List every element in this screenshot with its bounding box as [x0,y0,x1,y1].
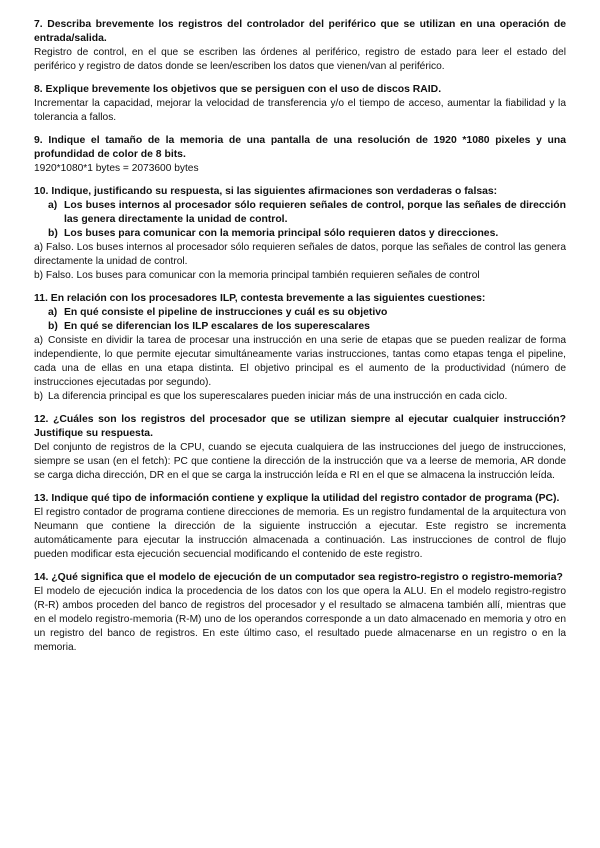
question-10 [34,185,566,283]
statement-text: Los buses para comunicar con la memoria principal sólo requieren datos y direcciones. [64,228,499,239]
answer-a [34,334,566,390]
question-title: 9. Indique el tamaño de la memoria de una pantalla de una resolución de 1920 *1080 pixeles y una profundidad de color de 8 bits. [34,135,566,160]
answer-b [34,390,566,404]
question-title: 11. En relación con los procesadores ILP, contesta brevemente a las siguientes cuestiones: [34,293,486,304]
question-11 [34,292,566,404]
question-title: 14. ¿Qué significa que el modelo de ejecución de un computador sea registro-registro o registro-memoria? [34,572,563,583]
question-answer: Incrementar la capacidad, mejorar la velocidad de transferencia y/o el tiempo de acceso, aumentar la fiabilidad y la tolerancia a fallos. [34,98,566,123]
statement-label: a) [48,307,58,318]
question-answer: Registro de control, en el que se escriben las órdenes al periférico, registro de estado para leer el estado del periférico y registro de datos donde se leen/escriben los datos que vienen/van al periférico. [34,47,566,72]
question-13 [34,492,566,562]
statement-text: Los buses internos al procesador sólo requieren señales de control, porque las señales de dirección las genera directamente la unidad de control. [64,200,566,225]
question-answer: El registro contador de programa contiene direcciones de memoria. Es un registro fundamental de la arquitectura von Neumann que contiene la dirección de la siguiente instrucción a ejecutar. Este registro se incrementa automáticamente para ejecutar la instrucción almacenada a continuación. Las instrucciones de control de flujo pueden modificar esta ejecución secuencial modificando el contenido de este registro. [34,507,566,560]
answer-label: b) [34,391,44,402]
statement-b [34,227,566,241]
statement-b [34,320,566,334]
answer-text: Consiste en dividir la tarea de procesar una instrucción en una serie de etapas que se pueden realizar de forma independiente, lo que permite ejecutar simultáneamente varias instrucciones, tantas como etapas tenga el pipeline, cada una de ellas en una etapa distinta. El objetivo principal es el aumento de la productividad (número de instrucciones ejecutadas por segundo). [34,335,566,388]
answer-b: b) Falso. Los buses para comunicar con la memoria principal también requieren señales de control [34,270,480,281]
answer-label: a) [34,335,44,346]
question-title: 8. Explique brevemente los objetivos que se persiguen con el uso de discos RAID. [34,84,442,95]
statement-text: En qué consiste el pipeline de instrucciones y cuál es su objetivo [64,307,388,318]
answer-a: a) Falso. Los buses internos al procesador sólo requieren señales de datos, porque las señales de control las genera directamente la unidad de control. [34,242,566,267]
statement-label: a) [48,200,58,211]
statement-label: b) [48,321,58,332]
question-title: 10. Indique, justificando su respuesta, si las siguientes afirmaciones son verdaderas o falsas: [34,186,498,197]
question-14 [34,571,566,655]
question-title: 12. ¿Cuáles son los registros del procesador que se utilizan siempre al ejecutar cualquier instrucción? Justifique su respuesta. [34,414,566,439]
statement-a [34,199,566,227]
question-answer: El modelo de ejecución indica la procedencia de los datos con los que opera la ALU. En el modelo registro-registro (R-R) ambos proceden del banco de registros del procesador y el resultado se almacena también allí, mientras que en el modelo registro-memoria (R-M) uno de los operandos corresponde a un dato almacenado en memoria y otro en un registro del banco de registros. En este último caso, el resultado puede almacenarse en un registro o en la memoria. [34,586,566,653]
question-7 [34,18,566,74]
question-answer: 1920*1080*1 bytes = 2073600 bytes [34,163,199,174]
question-title: 13. Indique qué tipo de información contiene y explique la utilidad del registro contador de programa (PC). [34,493,560,504]
question-8 [34,83,566,125]
question-title: 7. Describa brevemente los registros del controlador del periférico que se utilizan en una operación de entrada/salida. [34,19,566,44]
statement-a [34,306,566,320]
question-9 [34,134,566,176]
answer-text: La diferencia principal es que los superescalares pueden iniciar más de una instrucción en cada ciclo. [48,391,508,402]
statement-text: En qué se diferencian los ILP escalares de los superescalares [64,321,370,332]
question-answer: Del conjunto de registros de la CPU, cuando se ejecuta cualquiera de las instrucciones del juego de instrucciones, siempre se usan (en el fetch): PC que contiene la dirección de la instrucción que va a leerse de memoria, AR donde se carga dicha dirección, DR en el que se carga la instrucción leída e RI en el que se almacena la instrucción leída. [34,442,566,481]
question-12 [34,413,566,483]
statement-label: b) [48,228,58,239]
